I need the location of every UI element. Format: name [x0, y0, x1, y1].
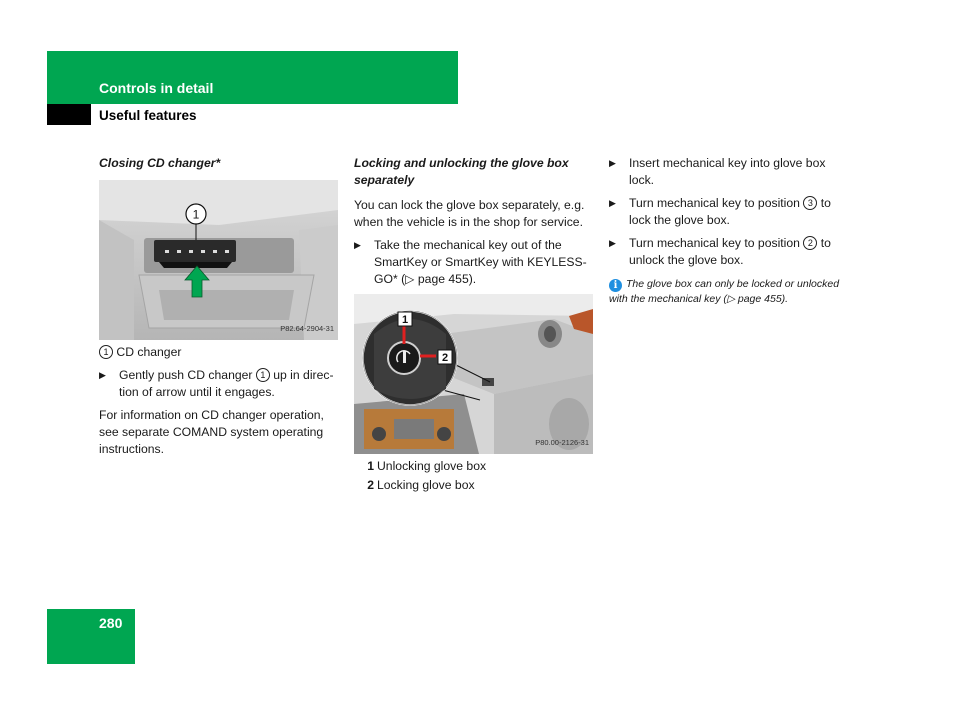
- figure-code: P80.00-2126-31: [535, 438, 589, 447]
- info-note: i The glove box can only be locked or unlocked with the mechanical key (▷ page 455).: [609, 278, 840, 305]
- glove-box-figure: [354, 294, 593, 454]
- page-number: 280: [99, 615, 123, 631]
- instruction-bullet: ▶ Insert mechanical key into glove box lock.: [609, 156, 826, 187]
- glove-box-intro: You can lock the glove box separately, e.g. when the vehicle is in the shop for service.: [354, 198, 585, 229]
- instruction-bullet: ▶ Turn mechanical key to position 3 to lock the glove box.: [609, 196, 831, 227]
- callout-circle: 3: [803, 196, 817, 210]
- column-glove-box: [354, 155, 594, 496]
- cd-changer-figure: [99, 180, 338, 340]
- chapter-title: Controls in detail: [99, 80, 214, 96]
- cd-changer-heading: Closing CD changer*: [99, 156, 221, 170]
- section-title: Useful features: [99, 108, 197, 123]
- figure-callout-1: 1: [192, 207, 200, 222]
- info-paragraph: For information on CD changer operation, see separate COMAND system operating instructions.: [99, 408, 324, 456]
- glove-box-heading: Locking and unlocking the glove box separately: [354, 156, 569, 187]
- instruction-bullet: ▶ Take the mechanical key out of the SmartKey or SmartKey with KEYLESS-GO* (▷ page 455).: [354, 238, 587, 286]
- callout-circle: 2: [803, 236, 817, 250]
- glove-box-illustration: [354, 294, 593, 454]
- legend-item: 2 Locking glove box: [367, 478, 475, 492]
- triangle-right-icon: ▶: [609, 238, 616, 248]
- column-key-instructions: [609, 155, 849, 307]
- legend-item: 1 Unlocking glove box: [367, 459, 487, 473]
- info-icon: i: [609, 279, 622, 292]
- callout-circle: 1: [256, 368, 270, 382]
- triangle-right-icon: ▶: [354, 240, 361, 250]
- figure-callout-1: 1: [401, 314, 409, 326]
- triangle-right-icon: ▶: [99, 370, 106, 380]
- triangle-right-icon: ▶: [609, 158, 616, 168]
- triangle-right-icon: ▶: [609, 198, 616, 208]
- column-cd-changer: [99, 155, 339, 464]
- section-tab-marker: [47, 104, 91, 125]
- cd-changer-illustration: [99, 180, 338, 340]
- callout-circle: 1: [99, 345, 113, 359]
- figure-code: P82.64-2904-31: [280, 324, 334, 333]
- header-band: [47, 51, 458, 104]
- instruction-bullet: ▶ Turn mechanical key to position 2 to unlock the glove box.: [609, 236, 831, 267]
- instruction-bullet: ▶ Gently push CD changer 1 up in direc-tion of arrow until it engages.: [99, 368, 334, 399]
- figure-legend: [354, 458, 594, 494]
- figure-callout-2: 2: [441, 352, 449, 364]
- caption: 1 CD changer: [99, 344, 339, 361]
